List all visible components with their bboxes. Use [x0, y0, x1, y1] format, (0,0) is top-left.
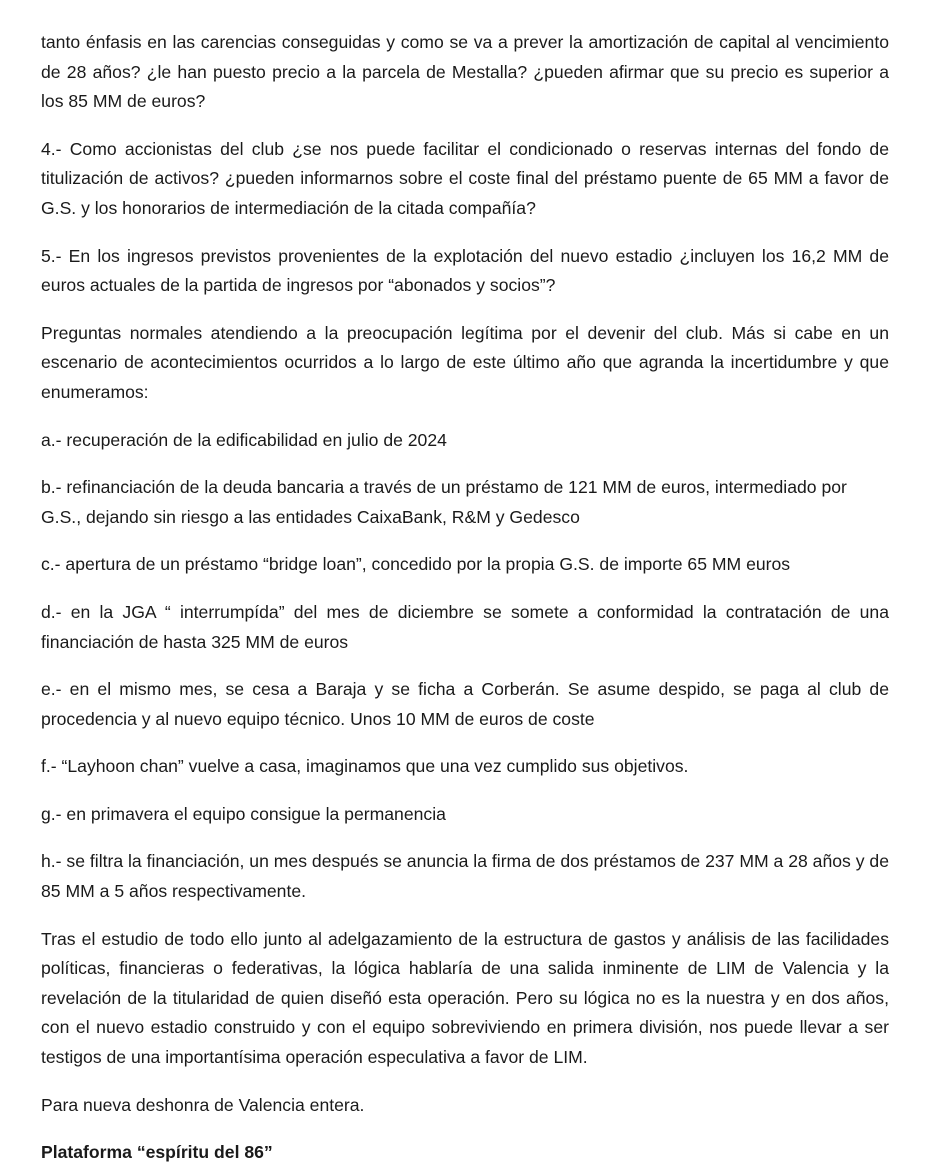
- list-item-d: d.- en la JGA “ interrumpída” del mes de diciembre se somete a conformidad la contratación de una financiación de hasta 325 MM de euros: [41, 601, 889, 652]
- paragraph-question-4: 4.- Como accionistas del club ¿se nos puede facilitar el condicionado o reservas internas del fondo de titulización de activos? ¿pueden informarnos sobre el coste final del préstamo puente de 65 MM a favor de G.S. y los honorarios de intermediación de la citada compañía?: [41, 138, 889, 218]
- signature: Plataforma “espíritu del 86”: [41, 1142, 273, 1163]
- list-item-e: e.- en el mismo mes, se cesa a Baraja y se ficha a Corberán. Se asume despido, se paga al club de procedencia y al nuevo equipo técnico. Unos 10 MM de euros de coste: [41, 679, 889, 729]
- list-item-h: h.- se filtra la financiación, un mes después se anuncia la firma de dos préstamos de 237 MM a 28 años y de 85 MM a 5 años respectivamente.: [41, 851, 889, 902]
- paragraph-closing: Para nueva deshonra de Valencia entera.: [41, 1094, 365, 1115]
- paragraph-conclusion: Tras el estudio de todo ello junto al adelgazamiento de la estructura de gastos y análisis de las facilidades políticas, financieras o federativas, la lógica hablaría de una salida inminente de LIM de Valencia y la revelación de la titularidad de quien diseñó esta operación. Pero su lógica no es la nuestra y en dos años, con el nuevo estadio construido y con el equipo sobreviviendo en primera división, nos puede llevar a ser testigos de una importantísima operación especulativa a favor de LIM.: [41, 928, 889, 1068]
- paragraph-intro-continuation: tanto énfasis en las carencias conseguidas y como se va a prever la amortización de capital al vencimiento de 28 años? ¿le han puesto precio a la parcela de Mestalla? ¿pueden afirmar que su precio es superior a los 85 MM de euros?: [41, 32, 889, 112]
- paragraph-question-5: 5.- En los ingresos previstos provenientes de la explotación del nuevo estadio ¿incluyen los 16,2 MM de euros actuales de la partida de ingresos por “abonados y socios”?: [41, 245, 889, 296]
- list-item-b: b.- refinanciación de la deuda bancaria a través de un préstamo de 121 MM de euros, intermediado por G.S., dejando sin riesgo a las entidades CaixaBank, R&M y Gedesco: [41, 477, 847, 527]
- list-item-c: c.- apertura de un préstamo “bridge loan”, concedido por la propia G.S. de importe 65 MM euros: [41, 554, 791, 575]
- list-item-f: f.- “Layhoon chan” vuelve a casa, imaginamos que una vez cumplido sus objetivos.: [41, 756, 689, 777]
- document-page: [41, 28, 889, 1168]
- list-item-g: g.- en primavera el equipo consigue la permanencia: [41, 803, 446, 824]
- list-item-a: a.- recuperación de la edificabilidad en julio de 2024: [41, 429, 447, 450]
- paragraph-context: Preguntas normales atendiendo a la preocupación legítima por el devenir del club. Más si cabe en un escenario de acontecimientos ocurridos a lo largo de este último año que agranda la incertidumbre y que enumeramos:: [41, 322, 889, 402]
